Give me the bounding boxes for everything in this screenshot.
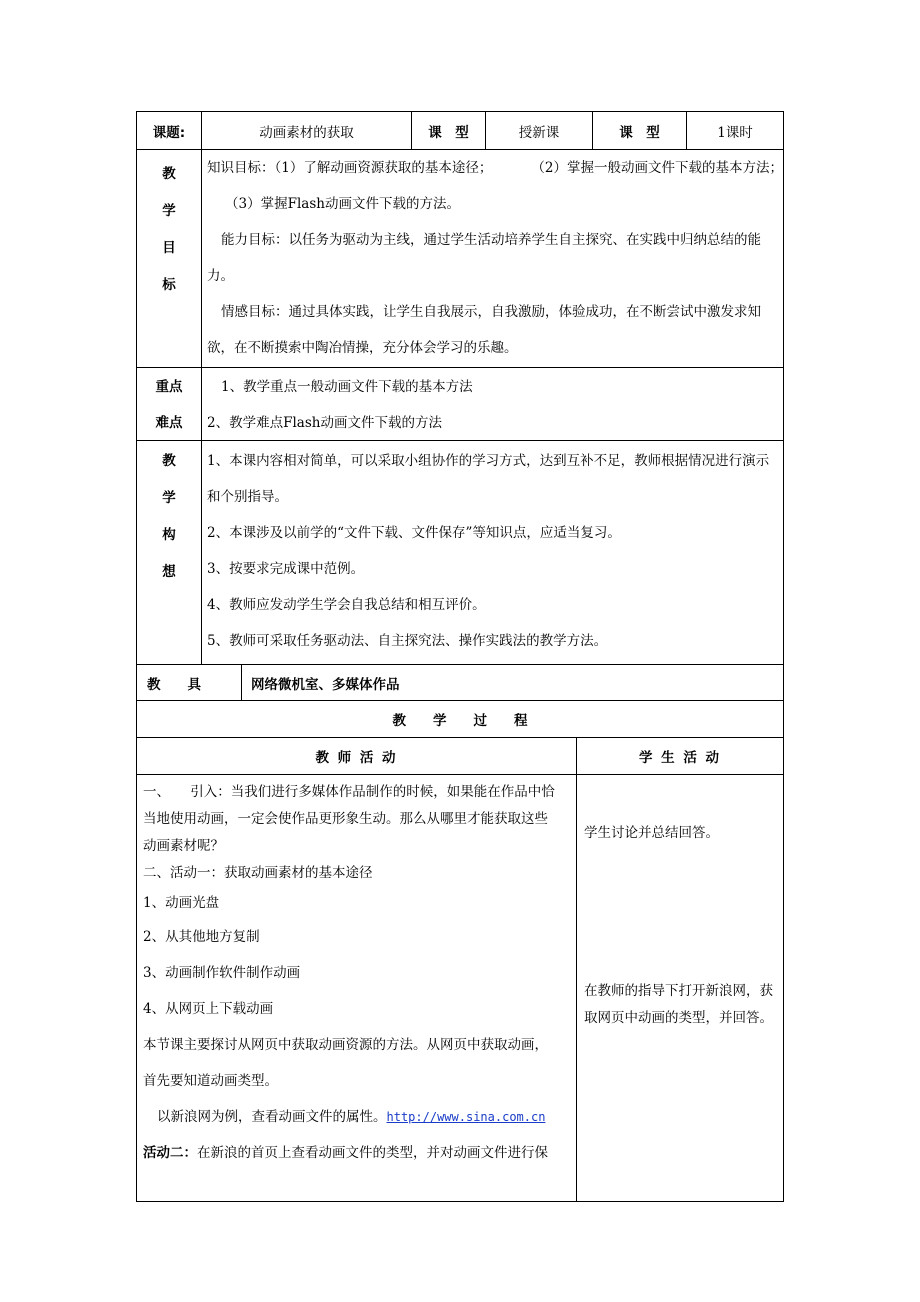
objectives-label-char: 教 bbox=[162, 166, 176, 182]
tools-row bbox=[136, 664, 784, 700]
design-line: 2、本课涉及以前学的“文件下载、文件保存”等知识点，应适当复习。 bbox=[207, 525, 621, 541]
teacher-activity-content bbox=[137, 775, 577, 1201]
teacher-line: 一、 引入：当我们进行多媒体作品制作的时候，如果能在作品中恰 bbox=[143, 784, 555, 800]
design-label-char: 想 bbox=[162, 564, 176, 580]
teacher-line: 4、从网页上下载动画 bbox=[143, 1001, 274, 1017]
ability-goal: 能力目标：以任务为驱动为主线，通过学生活动培养学生自主探究、在实践中归纳总结的能 bbox=[221, 232, 761, 248]
process-title-row bbox=[136, 700, 784, 737]
knowledge-goal-1: 知识目标：（1）了解动画资源获取的基本途径； bbox=[207, 160, 493, 176]
tools-label: 教 具 bbox=[137, 665, 242, 700]
type-value: 授新课 bbox=[486, 112, 593, 149]
student-line: 学生讨论并总结回答。 bbox=[584, 825, 719, 841]
design-line: 1、本课内容相对简单，可以采取小组协作的学习方式，达到互补不足，教师根据情况进行演示 bbox=[207, 453, 770, 469]
activity-content-row bbox=[136, 774, 784, 1202]
teacher-line bbox=[143, 1099, 572, 1135]
design-line: 5、教师可采取任务驱动法、自主探究法、操作实践法的教学方法。 bbox=[207, 633, 608, 649]
student-line: 在教师的指导下打开新浪网，获 bbox=[584, 983, 773, 999]
teacher-line: 3、动画制作软件制作动画 bbox=[143, 965, 301, 981]
knowledge-goal-2: （2）掌握一般动画文件下载的基本方法； bbox=[531, 160, 783, 176]
objectives-row bbox=[136, 149, 784, 367]
design-line: 4、教师应发动学生学会自我总结和相互评价。 bbox=[207, 597, 486, 613]
emotion-goal: 情感目标：通过具体实践，让学生自我展示，自我激励，体验成功，在不断尝试中激发求知 bbox=[221, 304, 761, 320]
type-label-1: 课 型 bbox=[412, 112, 486, 149]
knowledge-goal-3: （3）掌握Flash动画文件下载的方法。 bbox=[225, 196, 460, 212]
activity-two-label: 活动二： bbox=[143, 1145, 197, 1161]
keypoints-label-bottom: 难点 bbox=[155, 415, 183, 431]
student-activity-content bbox=[577, 775, 783, 1201]
objectives-label-char: 标 bbox=[162, 277, 176, 293]
objectives-label-char: 学 bbox=[162, 203, 176, 219]
hours-value: 1课时 bbox=[717, 124, 753, 141]
design-label-char: 学 bbox=[162, 490, 176, 506]
objective-line bbox=[207, 150, 783, 186]
teacher-line: 动画素材呢？ bbox=[143, 838, 224, 854]
difficult-point: 2、教学难点Flash动画文件下载的方法 bbox=[207, 415, 442, 431]
teacher-activity-header: 教 师 活 动 bbox=[137, 738, 577, 774]
teacher-line: 首先要知道动画类型。 bbox=[143, 1073, 278, 1089]
teacher-line: 1、动画光盘 bbox=[143, 895, 220, 911]
student-activity-header: 学 生 活 动 bbox=[638, 750, 722, 766]
design-line: 和个别指导。 bbox=[207, 489, 288, 505]
activity-two-text: 在新浪的首页上查看动画文件的类型，并对动画文件进行保 bbox=[197, 1145, 548, 1161]
topic-label: 课题: bbox=[137, 112, 202, 149]
objectives-label bbox=[137, 150, 202, 367]
lesson-plan-table bbox=[136, 111, 784, 1202]
keypoints-label-top: 重点 bbox=[155, 379, 183, 395]
student-line: 取网页中动画的类型，并回答。 bbox=[584, 1010, 773, 1026]
activity-header-row bbox=[136, 737, 784, 774]
sina-link[interactable]: http://www.sina.com.cn bbox=[386, 1110, 546, 1124]
design-line: 3、按要求完成课中范例。 bbox=[207, 561, 365, 577]
keypoints-label bbox=[137, 368, 202, 440]
design-row bbox=[136, 440, 784, 664]
key-point: 1、教学重点一般动画文件下载的基本方法 bbox=[221, 379, 473, 395]
header-row bbox=[136, 111, 784, 149]
process-title: 教 学 过 程 bbox=[392, 713, 528, 729]
design-content bbox=[202, 441, 783, 664]
ability-goal-cont: 力。 bbox=[207, 268, 234, 284]
teacher-line: 2、从其他地方复制 bbox=[143, 929, 260, 945]
teacher-line: 当地使用动画，一定会使作品更形象生动。那么从哪里才能获取这些 bbox=[143, 811, 548, 827]
objectives-label-char: 目 bbox=[162, 240, 176, 256]
emotion-goal-cont: 欲，在不断摸索中陶冶情操，充分体会学习的乐趣。 bbox=[207, 340, 518, 356]
type-label-2: 课 型 bbox=[593, 112, 687, 149]
keypoints-content bbox=[202, 368, 783, 440]
tools-value: 网络微机室、多媒体作品 bbox=[251, 676, 400, 693]
example-text: 以新浪网为例，查看动画文件的属性。 bbox=[157, 1109, 387, 1125]
teacher-line: 二、活动一：获取动画素材的基本途径 bbox=[143, 865, 373, 881]
design-label bbox=[137, 441, 202, 664]
design-label-char: 构 bbox=[162, 527, 176, 543]
teacher-line bbox=[143, 1135, 572, 1171]
teacher-line: 本节课主要探讨从网页中获取动画资源的方法。从网页中获取动画， bbox=[143, 1037, 548, 1053]
topic-value: 动画素材的获取 bbox=[202, 112, 412, 149]
objectives-content bbox=[202, 150, 783, 367]
keypoints-row bbox=[136, 367, 784, 440]
design-label-char: 教 bbox=[162, 453, 176, 469]
